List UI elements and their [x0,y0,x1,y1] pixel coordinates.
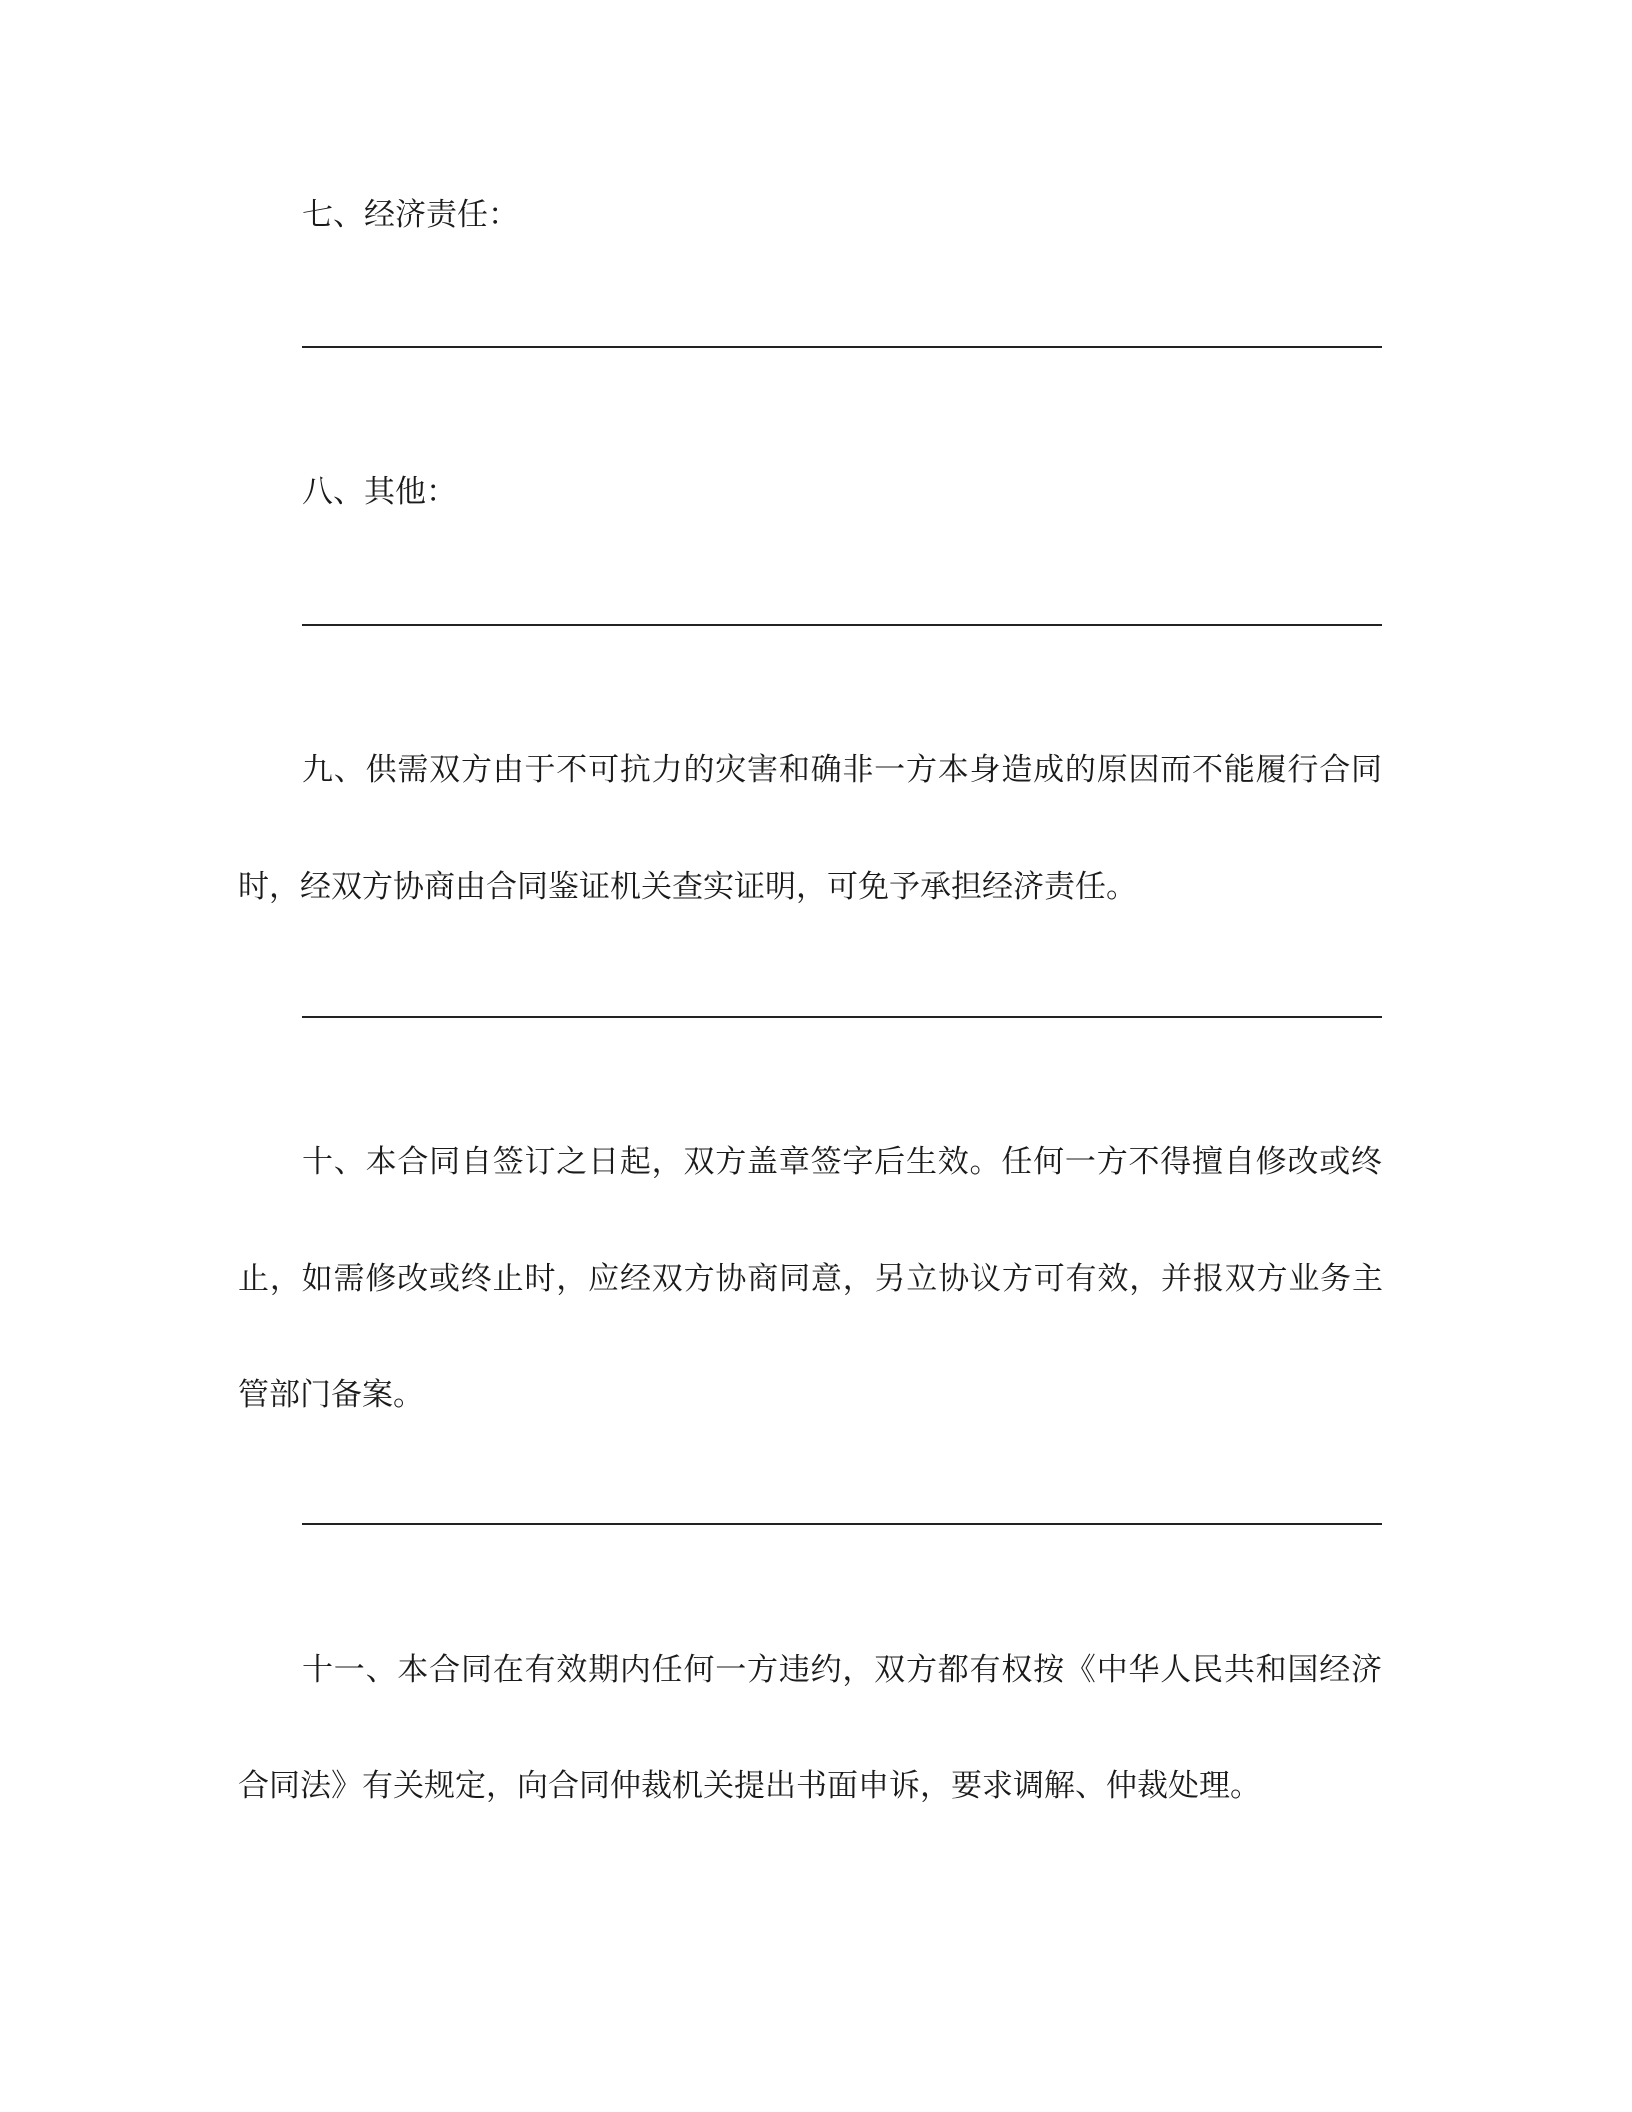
blank-line-7 [302,346,1382,348]
section-9-line-2: 时，经双方协商由合同鉴证机关查实证明，可免予承担经济责任。 [238,869,1137,905]
section-8-heading: 八、其他： [302,474,457,510]
section-9-line-1: 九、供需双方由于不可抗力的灾害和确非一方本身造成的原因而不能履行合同 [302,752,1382,788]
section-7-heading: 七、经济责任： [302,197,519,233]
section-10-line-2: 止，如需修改或终止时，应经双方协商同意，另立协议方可有效，并报双方业务主 [238,1261,1383,1297]
blank-line-9 [302,1016,1382,1018]
section-10-line-3: 管部门备案。 [238,1377,424,1413]
blank-line-8 [302,624,1382,626]
section-10-line-1: 十、本合同自签订之日起，双方盖章签字后生效。任何一方不得擅自修改或终 [302,1144,1382,1180]
section-11-line-2: 合同法》有关规定，向合同仲裁机关提出书面申诉，要求调解、仲裁处理。 [238,1768,1261,1804]
section-11-line-1: 十一、本合同在有效期内任何一方违约，双方都有权按《中华人民共和国经济 [302,1652,1382,1688]
blank-line-10 [302,1523,1382,1525]
